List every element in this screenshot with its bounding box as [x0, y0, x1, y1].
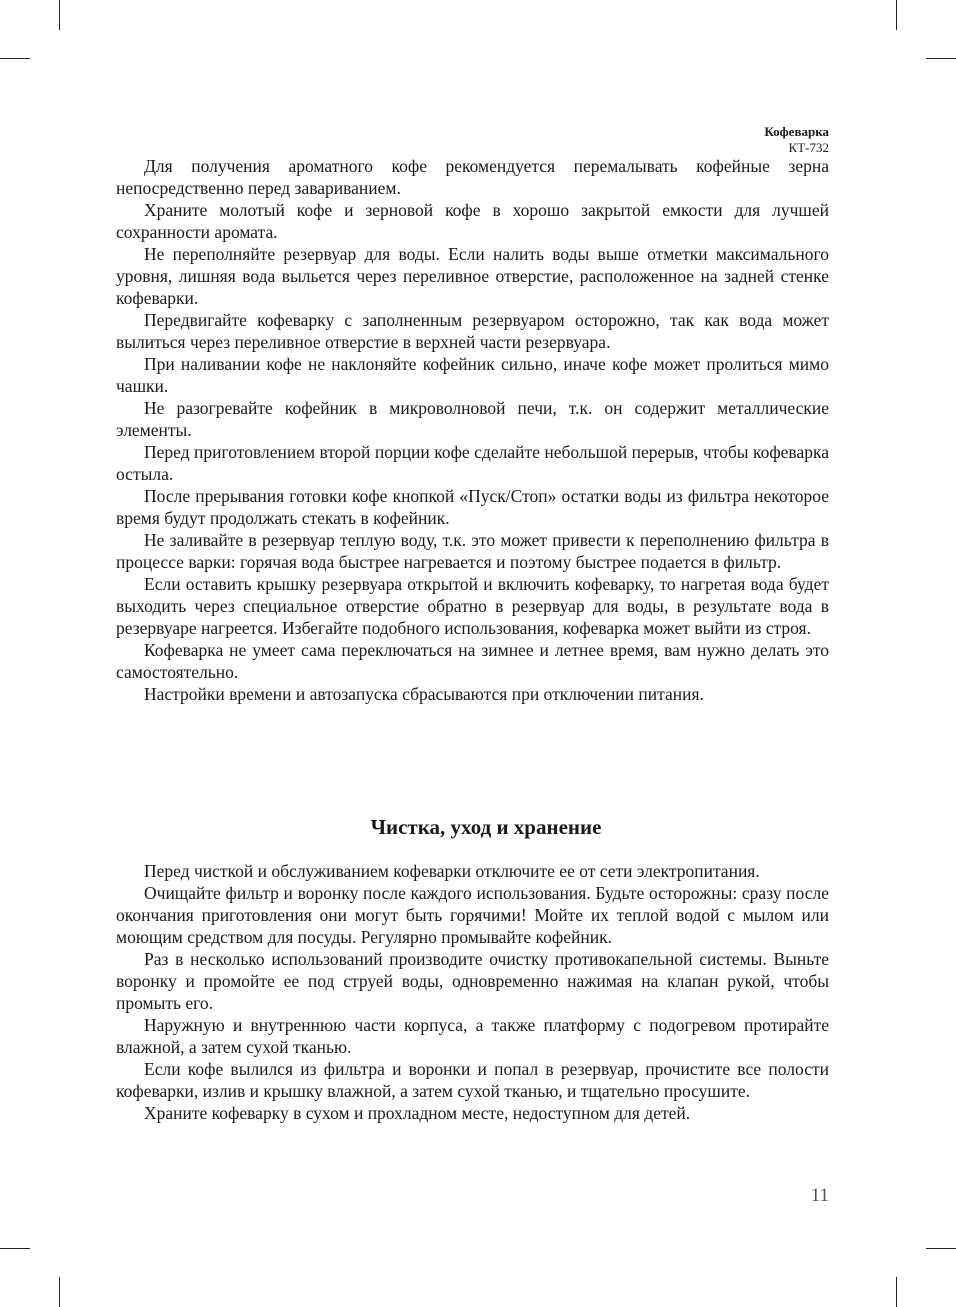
- paragraph: Очищайте фильтр и воронку после каждого использования. Будьте осторожны: сразу после окончания приготовления они могут быть горячими! Мойте их теплой водой с мылом или моющим средством для посуды. Регулярно промывайте кофейник.: [116, 883, 829, 947]
- paragraph: При наливании кофе не наклоняйте кофейник сильно, иначе кофе может пролиться мимо чашки.: [116, 354, 829, 396]
- crop-mark-top-left-horizontal: [0, 58, 30, 59]
- intro-text: [116, 155, 829, 705]
- paragraph: Для получения ароматного кофе рекомендуется перемалывать кофейные зерна непосредственно перед завариванием.: [116, 156, 829, 198]
- header-product: Кофеварка: [764, 124, 829, 139]
- header-model: КТ-732: [788, 140, 829, 155]
- section-title: Чистка, уход и хранение: [370, 815, 602, 839]
- paragraph: Настройки времени и автозапуска сбрасываются при отключении питания.: [144, 684, 704, 704]
- paragraph: Не заливайте в резервуар теплую воду, т.к. это может привести к переполнению фильтра в процессе варки: горячая вода быстрее нагревается и поэтому быстрее подается в фильтр.: [116, 530, 829, 572]
- paragraph: Кофеварка не умеет сама переключаться на зимнее и летнее время, вам нужно делать это самостоятельно.: [116, 640, 829, 682]
- paragraph: Если кофе вылился из фильтра и воронки и попал в резервуар, прочистите все полости кофеварки, излив и крышку влажной, а затем сухой тканью, и тщательно просушите.: [116, 1059, 829, 1101]
- paragraph: Храните кофеварку в сухом и прохладном месте, недоступном для детей.: [144, 1103, 691, 1123]
- paragraph: Если оставить крышку резервуара открытой и включить кофеварку, то нагретая вода будет выходить через специальное отверстие обратно в резервуар для воды, в результате вода в резервуаре нагреется. Избегайте подобного использования, кофеварка может выйти из строя.: [116, 574, 829, 638]
- paragraph: Перед чисткой и обслуживанием кофеварки отключите ее от сети электропитания.: [144, 861, 760, 881]
- paragraph: Не разогревайте кофейник в микроволновой печи, т.к. он содержит металлические элементы.: [116, 398, 829, 440]
- paragraph: Наружную и внутреннюю части корпуса, а также платформу с подогревом протирайте влажной, а затем сухой тканью.: [116, 1015, 829, 1057]
- paragraph: Передвигайте кофеварку с заполненным резервуаром осторожно, так как вода может вылиться через переливное отверстие в верхней части резервуара.: [116, 310, 829, 352]
- crop-mark-bottom-left-horizontal: [0, 1248, 30, 1249]
- crop-mark-bottom-right-vertical: [896, 1277, 897, 1307]
- crop-mark-bottom-right-horizontal: [926, 1248, 956, 1249]
- crop-mark-top-left-vertical: [59, 0, 60, 30]
- paragraph: Раз в несколько использований производите очистку противокапельной системы. Выньте воронку и промойте ее под струей воды, одновременно нажимая на клапан рукой, чтобы промыть его.: [116, 949, 829, 1013]
- paragraph: После прерывания готовки кофе кнопкой «Пуск/Стоп» остатки воды из фильтра некоторое время будут продолжать стекать в кофейник.: [116, 486, 829, 528]
- paragraph: Храните молотый кофе и зерновой кофе в хорошо закрытой емкости для лучшей сохранности аромата.: [116, 200, 829, 242]
- crop-mark-top-right-vertical: [896, 0, 897, 30]
- paragraph: Перед приготовлением второй порции кофе сделайте небольшой перерыв, чтобы кофеварка остыла.: [116, 442, 829, 484]
- running-header: [764, 124, 829, 156]
- crop-mark-top-right-horizontal: [926, 58, 956, 59]
- paragraph: Не переполняйте резервуар для воды. Если налить воды выше отметки максимального уровня, лишняя вода выльется через переливное отверстие, расположенное на задней стенке кофеварки.: [116, 244, 829, 308]
- page-number: 11: [810, 1185, 829, 1206]
- crop-mark-bottom-left-vertical: [59, 1277, 60, 1307]
- cleaning-text: [116, 860, 829, 1124]
